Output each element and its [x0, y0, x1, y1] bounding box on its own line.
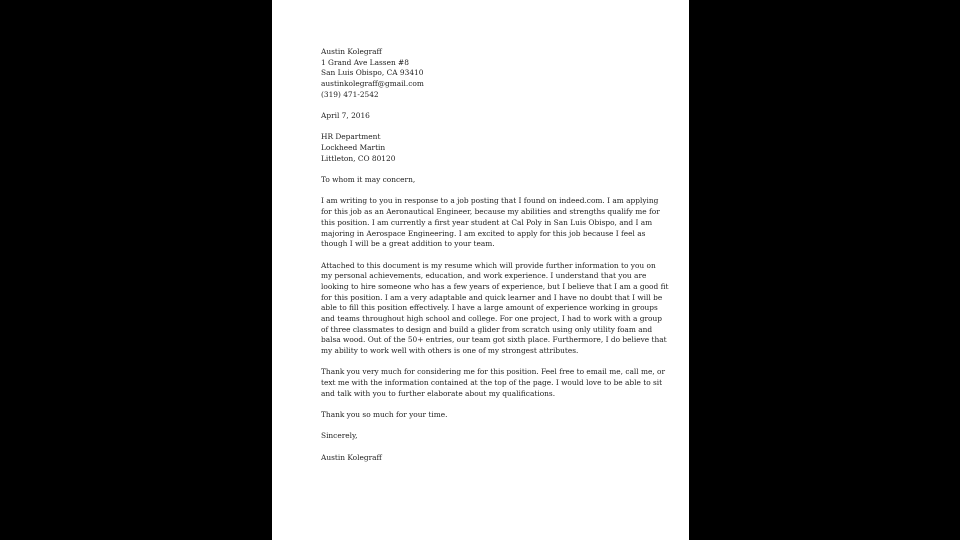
paragraph-line: text me with the information contained at the top of the page. I would love to be able to sit: [321, 378, 663, 388]
document-page: [272, 0, 689, 540]
salutation-block: [321, 175, 661, 186]
paragraph-line: and teams throughout high school and college. For one project, I had to work with a group: [321, 314, 662, 324]
paragraph-line: balsa wood. Out of the 50+ entries, our team got sixth place. Furthermore, I do believe that: [321, 335, 667, 345]
sender-address-line1: 1 Grand Ave Lassen #8: [321, 57, 409, 67]
closing: Sincerely,: [321, 431, 358, 441]
paragraph-line: and talk with you to further elaborate about my qualifications.: [321, 388, 556, 398]
paragraph-line: of three classmates to design and build a glider from scratch using only utility foam and: [321, 324, 653, 334]
paragraph-line: this position. I am currently a first year student at Cal Poly in San Luis Obispo, and I am: [321, 217, 653, 227]
letter-date: April 7, 2016: [321, 111, 370, 121]
recipient-company: Lockheed Martin: [321, 143, 386, 153]
paragraph-line: Thank you so much for your time.: [321, 410, 448, 420]
sender-phone: (319) 471-2542: [321, 89, 379, 99]
paragraph-line: looking to hire someone who has a few years of experience, but I believe that I am a good fit: [321, 281, 669, 291]
paragraph-line: though I will be a great addition to your team.: [321, 239, 495, 249]
sender-email: austinkolegraff@gmail.com: [321, 79, 424, 89]
salutation: To whom it may concern,: [321, 175, 416, 185]
paragraph-line: Thank you very much for considering me for this position. Feel free to email me, call me, or: [321, 367, 666, 377]
paragraph-line: able to fill this position effectively. I have a large amount of experience working in groups: [321, 303, 658, 313]
sender-name: Austin Kolegraff: [321, 47, 382, 56]
paragraph-1: [321, 196, 661, 250]
recipient-city-state-zip: Littleton, CO 80120: [321, 153, 396, 163]
date-block: [321, 111, 661, 122]
paragraph-line: for this position. I am a very adaptable and quick learner and I have no doubt that I will be: [321, 292, 663, 302]
sender-address-line2: San Luis Obispo, CA 93410: [321, 68, 424, 78]
paragraph-4: [321, 410, 661, 421]
sender-address-block: [321, 47, 661, 101]
paragraph-2: [321, 260, 669, 357]
letter-body: [321, 47, 669, 474]
signature: Austin Kolegraff: [321, 452, 382, 462]
paragraph-line: my personal achievements, education, and work experience. I understand that you are: [321, 271, 647, 281]
signature-block: [321, 453, 661, 464]
recipient-department: HR Department: [321, 132, 381, 142]
paragraph-line: majoring in Aerospace Engineering. I am excited to apply for this job because I feel as: [321, 228, 646, 238]
paragraph-line: I am writing to you in response to a job posting that I found on indeed.com. I am applying: [321, 196, 659, 206]
closing-block: [321, 431, 661, 442]
paragraph-3: [321, 367, 666, 399]
paragraph-line: for this job as an Aeronautical Engineer, because my abilities and strengths qualify me for: [321, 207, 660, 217]
paragraph-line: Attached to this document is my resume which will provide further information to you on: [321, 260, 656, 270]
paragraph-line: my ability to work well with others is one of my strongest attributes.: [321, 346, 579, 356]
recipient-address-block: [321, 132, 661, 164]
